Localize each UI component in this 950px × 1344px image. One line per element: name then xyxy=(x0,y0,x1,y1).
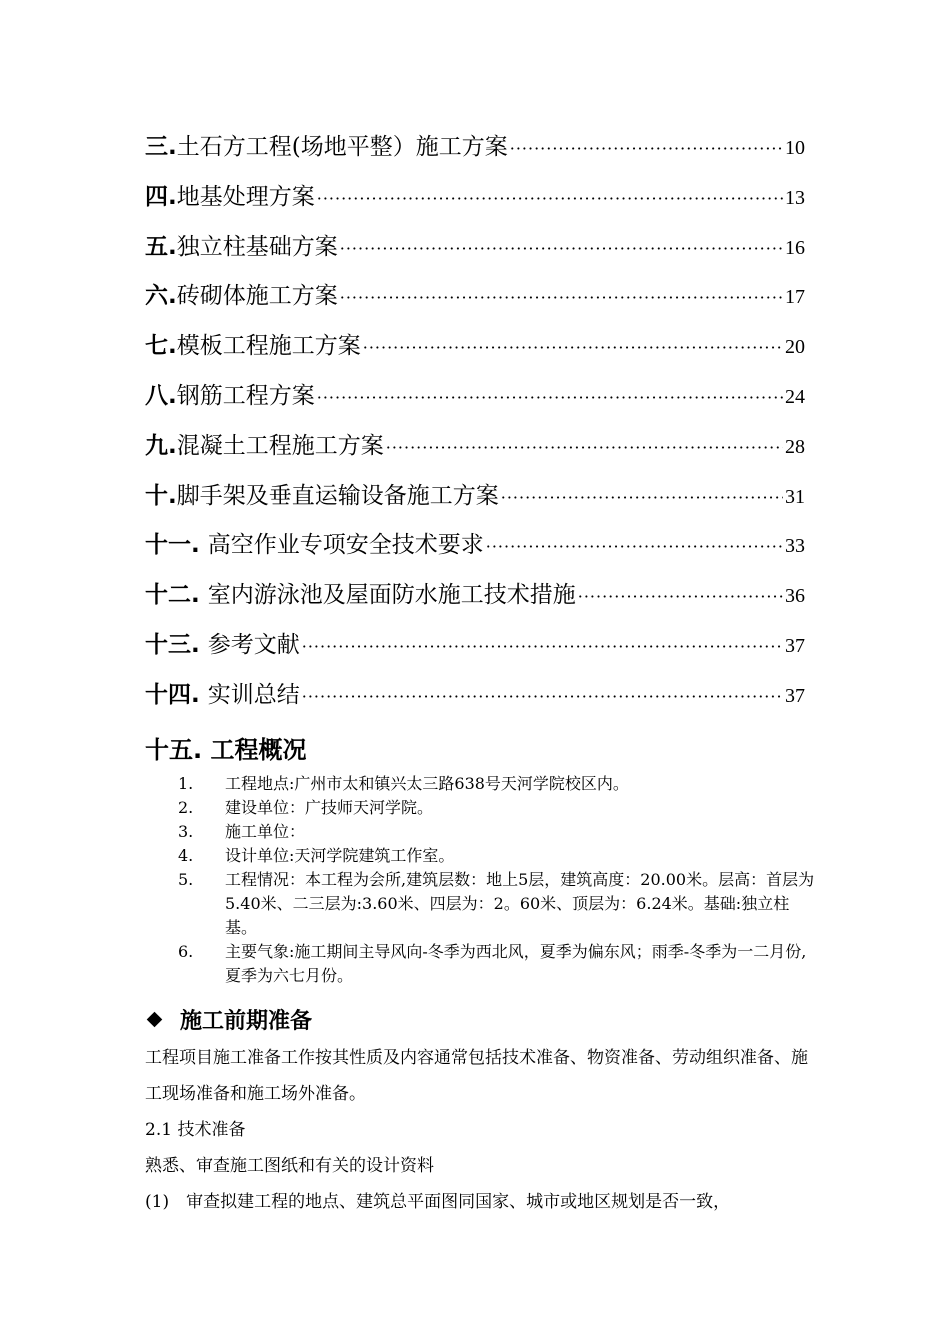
toc-leader xyxy=(317,379,783,417)
toc-title: 室内游泳池及屋面防水施工技术措施 xyxy=(207,582,576,609)
toc-number: 七. xyxy=(145,333,177,360)
toc-number: 三. xyxy=(145,134,177,160)
paragraph: 熟悉、审查施工图纸和有关的设计资料 xyxy=(145,1156,434,1176)
toc-page-number: 28 xyxy=(785,435,805,458)
toc-page-number: 17 xyxy=(785,286,805,309)
section-heading: 十五. 工程概况 xyxy=(145,736,307,764)
toc-entry[interactable] xyxy=(145,626,805,676)
toc-title: 混凝土工程施工方案 xyxy=(176,432,384,459)
paragraph: (1) 审查拟建工程的地点、建筑总平面图同国家、城市或地区规划是否一致， xyxy=(145,1192,731,1212)
toc-entry[interactable] xyxy=(145,228,805,278)
toc-leader xyxy=(340,230,783,268)
toc-leader xyxy=(317,180,783,218)
paragraph: 工程项目施工准备工作按其性质及内容通常包括技术准备、物资准备、劳动组织准备、施工现场准备和施工场外准备。 xyxy=(145,1048,808,1104)
list-number: 4. xyxy=(178,846,194,865)
list-text: 建设单位：广技师天河学院。 xyxy=(225,798,434,817)
preparation-heading-text: 施工前期准备 xyxy=(180,1009,313,1034)
toc-number: 十. xyxy=(145,482,177,509)
toc-entry[interactable] xyxy=(145,477,805,527)
toc-number: 六. xyxy=(145,283,177,310)
toc-title: 实训总结 xyxy=(207,681,300,708)
toc-title: 砖砌体施工方案 xyxy=(176,283,338,310)
list-text: 设计单位:天河学院建筑工作室。 xyxy=(225,846,455,865)
toc-leader xyxy=(501,479,783,517)
toc-entry[interactable] xyxy=(145,178,805,228)
toc-entry[interactable] xyxy=(145,427,805,477)
subsection-title: 2.1 技术准备 xyxy=(145,1120,246,1140)
diamond-bullet-icon xyxy=(147,1012,163,1028)
toc-title: 钢筋工程方案 xyxy=(176,382,315,409)
list-number: 6. xyxy=(178,942,194,961)
list-item xyxy=(178,772,818,796)
toc-entry[interactable] xyxy=(145,526,805,576)
toc-page-number: 13 xyxy=(785,186,805,209)
list-number: 1. xyxy=(178,774,194,793)
toc-number: 九. xyxy=(145,432,177,459)
list-item xyxy=(178,844,818,868)
list-number: 3. xyxy=(178,822,194,841)
toc-number: 十一. xyxy=(145,532,200,559)
toc-number: 十三. xyxy=(145,631,200,658)
table-of-contents xyxy=(145,128,805,726)
toc-leader xyxy=(302,628,783,666)
toc-title: 独立柱基础方案 xyxy=(176,233,338,260)
toc-title: 参考文献 xyxy=(207,631,300,658)
toc-page-number: 31 xyxy=(785,485,805,508)
toc-number: 十四. xyxy=(145,681,200,708)
toc-page-number: 37 xyxy=(785,634,805,657)
toc-entry[interactable] xyxy=(145,327,805,377)
list-number: 5. xyxy=(178,870,194,889)
toc-page-number: 10 xyxy=(785,137,805,159)
preparation-heading xyxy=(145,1004,312,1035)
toc-leader xyxy=(510,130,783,168)
toc-leader xyxy=(340,279,783,317)
toc-title: 脚手架及垂直运输设备施工方案 xyxy=(176,482,499,509)
toc-leader xyxy=(302,678,783,716)
toc-number: 五. xyxy=(145,233,177,260)
toc-entry[interactable] xyxy=(145,277,805,327)
toc-entry[interactable] xyxy=(145,576,805,626)
toc-entry[interactable] xyxy=(145,377,805,427)
list-item xyxy=(178,868,818,940)
list-item xyxy=(178,940,818,988)
toc-page-number: 24 xyxy=(785,385,805,408)
toc-number: 十二. xyxy=(145,582,200,609)
toc-title: 模板工程施工方案 xyxy=(176,333,361,360)
toc-leader xyxy=(486,528,783,566)
list-text: 工程地点:广州市太和镇兴太三路638号天河学院校区内。 xyxy=(225,774,629,793)
project-overview-list xyxy=(178,772,818,988)
toc-entry[interactable] xyxy=(145,128,805,178)
toc-page-number: 20 xyxy=(785,336,805,359)
list-text: 工程情况：本工程为会所,建筑层数：地上5层，建筑高度：20.00米。层高：首层为5.40米、二三层为:3.60米、四层为：2。60米、顶层为：6.24米。基础:独立柱基。 xyxy=(225,870,815,937)
toc-number: 四. xyxy=(145,183,177,210)
toc-number: 八. xyxy=(145,382,177,409)
list-text: 施工单位： xyxy=(225,822,306,841)
toc-page-number: 33 xyxy=(785,535,805,558)
toc-leader xyxy=(363,329,783,367)
list-item xyxy=(178,820,818,844)
toc-page-number: 37 xyxy=(785,684,805,707)
toc-entry[interactable] xyxy=(145,676,805,726)
toc-title: 高空作业专项安全技术要求 xyxy=(207,532,484,559)
toc-page-number: 36 xyxy=(785,585,805,608)
list-item xyxy=(178,796,818,820)
toc-page-number: 16 xyxy=(785,236,805,259)
list-text: 主要气象:施工期间主导风向-冬季为西北风，夏季为偏东风；雨季-冬季为一二月份,夏季为六七月份。 xyxy=(225,942,807,985)
toc-title: 土石方工程(场地平整）施工方案 xyxy=(176,134,508,160)
toc-leader xyxy=(578,578,783,616)
list-number: 2. xyxy=(178,798,194,817)
toc-title: 地基处理方案 xyxy=(176,183,315,210)
toc-leader xyxy=(386,429,783,467)
